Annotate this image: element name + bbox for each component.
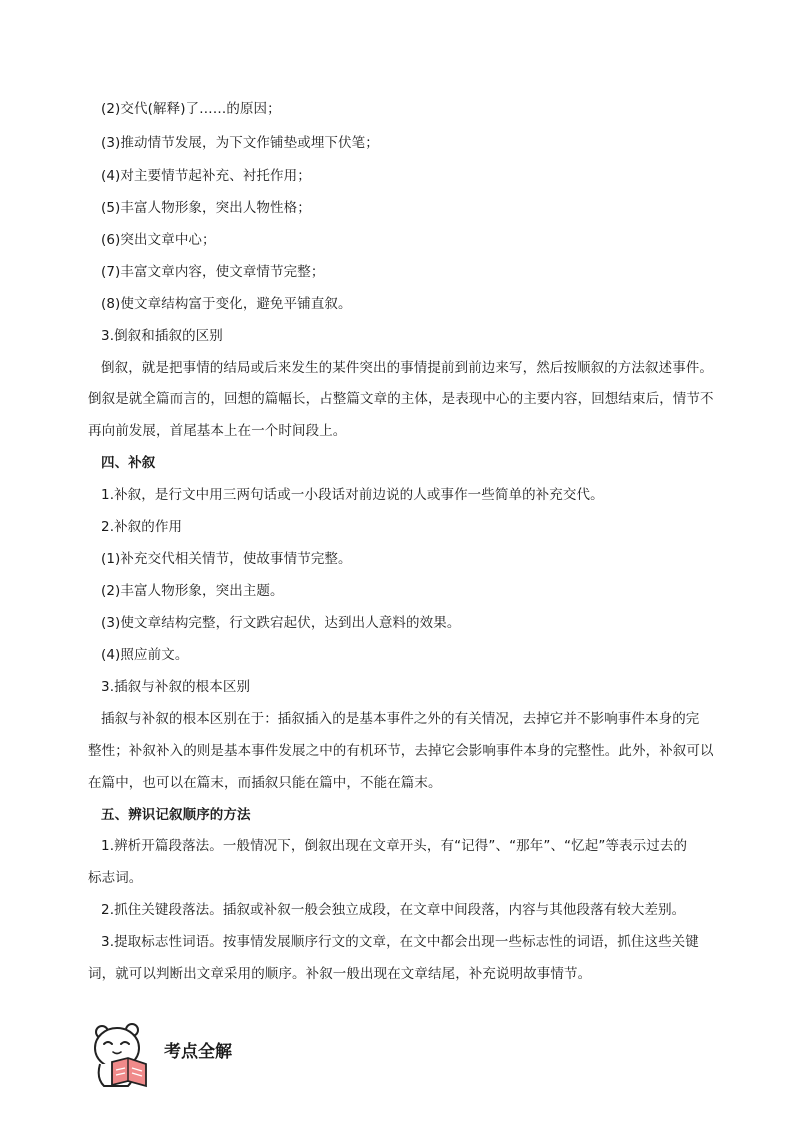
subheading: 3.插叙与补叙的根本区别 xyxy=(101,679,251,695)
list-item: (2)丰富人物形象，突出主题。 xyxy=(101,583,284,599)
reading-mascot-icon xyxy=(88,1018,150,1090)
paragraph-line: 3.提取标志性词语。按事情发展顺序行文的文章，在文中都会出现一些标志性的词语，抓住这些关键 xyxy=(101,934,699,950)
list-item: (8)使文章结构富于变化，避免平铺直叙。 xyxy=(101,296,352,312)
list-item: (4)照应前文。 xyxy=(101,647,189,663)
list-item: (3)使文章结构完整，行文跌宕起伏，达到出人意料的效果。 xyxy=(101,615,461,631)
subheading: 2.补叙的作用 xyxy=(101,519,183,535)
paragraph-line: 1.辨析开篇段落法。一般情况下，倒叙出现在文章开头，有“记得”、“那年”、“忆起”等表示过去的 xyxy=(101,838,688,854)
subheading: 3.倒叙和插叙的区别 xyxy=(101,328,223,344)
paragraph-line: 插叙与补叙的根本区别在于：插叙插入的是基本事件之外的有关情况，去掉它并不影响事件本身的完 xyxy=(101,711,700,727)
paragraph-line: 在篇中，也可以在篇末，而插叙只能在篇中，不能在篇末。 xyxy=(88,775,442,791)
section-heading: 五、辨识记叙顺序的方法 xyxy=(101,807,251,823)
paragraph-line: 倒叙，就是把事情的结局或后来发生的某件突出的事情提前到前边来写，然后按顺叙的方法叙述事件。 xyxy=(101,360,713,376)
paragraph-line: 1.补叙，是行文中用三两句话或一小段话对前边说的人或事作一些简单的补充交代。 xyxy=(101,487,604,503)
paragraph-line: 再向前发展，首尾基本上在一个时间段上。 xyxy=(88,423,347,439)
list-item: (7)丰富文章内容，使文章情节完整； xyxy=(101,264,325,280)
list-item: (1)补充交代相关情节，使故事情节完整。 xyxy=(101,551,352,567)
list-item: (5)丰富人物形象，突出人物性格； xyxy=(101,200,311,216)
list-item: (2)交代(解释)了……的原因； xyxy=(101,101,281,117)
list-item: (3)推动情节发展，为下文作铺垫或埋下伏笔； xyxy=(101,135,379,151)
paragraph-line: 整性；补叙补入的则是基本事件发展之中的有机环节，去掉它会影响事件本身的完整性。此外，补叙可以 xyxy=(88,743,714,759)
paragraph-line: 倒叙是就全篇而言的，回想的篇幅长，占整篇文章的主体，是表现中心的主要内容，回想结束后，情节不 xyxy=(88,391,714,407)
paragraph-line: 2.抓住关键段落法。插叙或补叙一般会独立成段，在文章中间段落，内容与其他段落有较大差别。 xyxy=(101,902,686,918)
list-item: (4)对主要情节起补充、衬托作用； xyxy=(101,168,311,184)
section-heading: 四、补叙 xyxy=(101,455,156,471)
paragraph-line: 词，就可以判断出文章采用的顺序。补叙一般出现在文章结尾，补充说明故事情节。 xyxy=(88,966,592,982)
section-title: 考点全解 xyxy=(164,1042,232,1062)
paragraph-line: 标志词。 xyxy=(88,870,143,886)
list-item: (6)突出文章中心； xyxy=(101,232,216,248)
